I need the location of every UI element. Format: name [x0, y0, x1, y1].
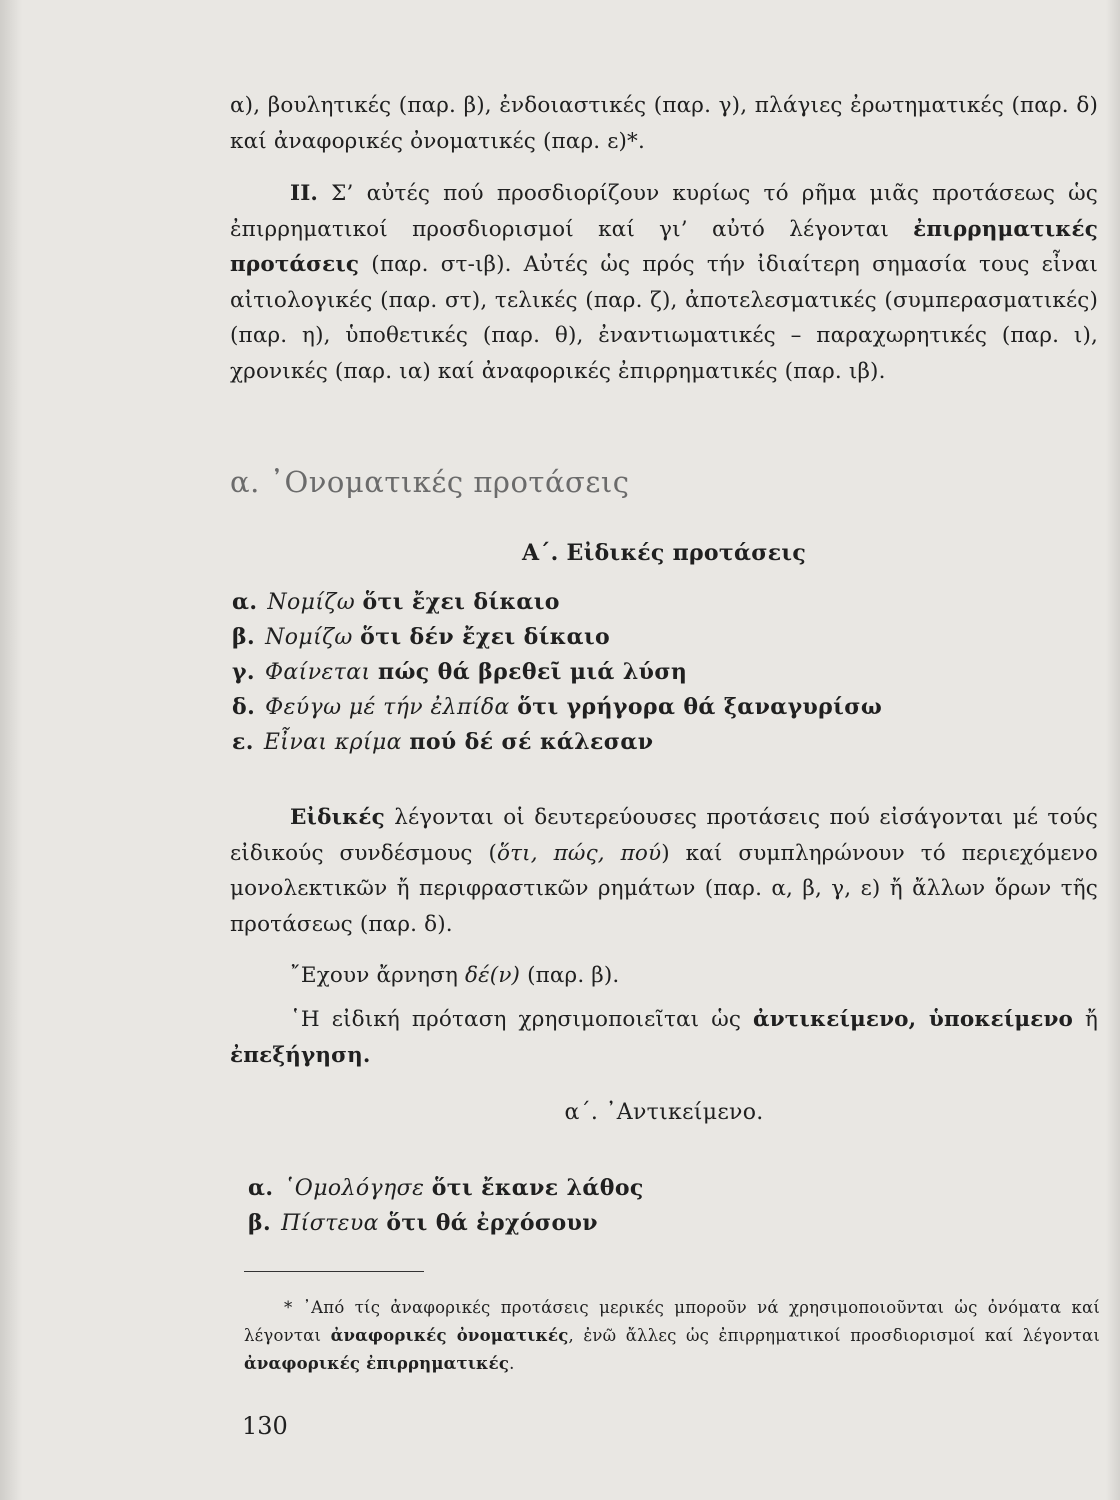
- paragraph-definition: [230, 800, 1098, 942]
- example-clause: πού δέ σέ κάλεσαν: [409, 729, 654, 755]
- example-verb: Πίστευα: [281, 1211, 379, 1236]
- footnote: [244, 1294, 1100, 1378]
- adverbial-text-2: (παρ. στ-ιβ). Αὐτές ὡς πρός τήν ἰδιαίτερη σημασία τους εἶναι αἰτιολογικές (παρ. στ), τελικές (παρ. ζ), ἀποτελεσματικές (συμπερασματικές) (παρ. η), ὑποθετικές (παρ. θ), ἐναντιωματικές – παραχωρητικές (παρ. ι), χρονικές (παρ. ια) καί ἀναφορικές ἐπιρρηματικές (παρ. ιβ).: [230, 252, 1098, 384]
- paragraph-adverbial-text: [230, 176, 1098, 389]
- definition-term: Εἰδικές: [290, 805, 385, 830]
- negation-word: δέ(ν): [465, 963, 521, 988]
- usage-text-1: ῾Η εἰδική πρόταση χρησιμοποιεῖται ὡς: [290, 1007, 742, 1032]
- footnote-term-2: ἀναφορικές ἐπιρρηματικές: [244, 1354, 510, 1373]
- example-clause: ὅτι θά ἐρχόσουν: [386, 1210, 598, 1236]
- page-edge-shadow: [1106, 0, 1120, 1500]
- paragraph-negation: [230, 958, 1098, 994]
- heading-specific-clauses: Α΄. Εἰδικές προτάσεις: [521, 540, 807, 566]
- example-verb: ῾Ομολόγησε: [283, 1176, 425, 1201]
- example-verb: Νομίζω: [267, 590, 356, 615]
- usage-term-explanation: ἐπεξήγηση.: [230, 1042, 371, 1068]
- paragraph-intro: [230, 88, 1098, 159]
- example-label: α.: [232, 589, 258, 615]
- example-clause: ὅτι δέν ἔχει δίκαιο: [360, 624, 611, 650]
- page-number: 130: [242, 1412, 288, 1440]
- example-item: [232, 620, 882, 655]
- footnote-rule: [244, 1271, 424, 1272]
- example-label: α.: [248, 1175, 274, 1201]
- example-clause: ὅτι ἔχει δίκαιο: [362, 589, 560, 615]
- example-item: [232, 655, 882, 690]
- example-item: [248, 1171, 644, 1206]
- paragraph-usage-text: [230, 1002, 1098, 1073]
- negation-text-1: ῎Εχουν ἄρνηση: [290, 963, 459, 988]
- example-clause: ὅτι γρήγορα θά ξαναγυρίσω: [517, 694, 883, 720]
- example-clause: πώς θά βρεθεῖ μιά λύση: [377, 659, 688, 685]
- negation-text-2: (παρ. β).: [527, 963, 620, 988]
- example-label: β.: [248, 1210, 272, 1236]
- page-gutter-shadow: [0, 0, 22, 1500]
- footnote-term-1: ἀναφορικές ὀνοματικές: [330, 1326, 569, 1345]
- paragraph-usage: [230, 1002, 1098, 1073]
- usage-text-2: ἤ: [1085, 1007, 1099, 1032]
- adverbial-text-1: Σ’ αὐτές πού προσδιορίζουν κυρίως τό ρῆμα μιᾶς προτάσεως ὡς ἐπιρρηματικοί προσδιορισμοί καί γι’ αὐτό λέγονται: [230, 181, 1098, 242]
- definition-text-2: ) καί συμπληρώνουν τό περιεχόμενο μονολεκτικῶν ἤ περιφραστικῶν ρημάτων (παρ. α, β, γ, ε) ἤ ἄλλων ὅρων τῆς προτάσεως (παρ. δ).: [230, 840, 1098, 937]
- example-label: β.: [232, 624, 256, 650]
- section-title: α. ᾿Ονοματικές προτάσεις: [230, 465, 630, 499]
- definition-conjunctions: ὅτι, πώς, πού: [497, 840, 662, 866]
- example-item: [232, 585, 882, 620]
- example-label: ε.: [232, 729, 254, 755]
- example-item: [248, 1206, 644, 1241]
- roman-numeral: II.: [290, 181, 319, 206]
- paragraph-intro-text: α), βουλητικές (παρ. β), ἐνδοιαστικές (παρ. γ), πλάγιες ἐρωτηματικές (παρ. δ) καί ἀναφορικές ὀνοματικές (παρ. ε)*.: [230, 93, 1098, 154]
- example-item: [232, 690, 882, 725]
- paragraph-negation-text: [230, 958, 1098, 994]
- example-clause: ὅτι ἔκανε λάθος: [431, 1175, 644, 1201]
- heading-object-text: α΄. ᾿Αντικείμενο.: [564, 1100, 764, 1125]
- footnote-text-1: * ᾿Από τίς ἀναφορικές προτάσεις μερικές μποροῦν νά χρησιμοποιοῦνται ὡς ὀνόματα καί λέγονται: [244, 1298, 1100, 1345]
- example-label: δ.: [232, 694, 256, 720]
- example-list-b: [248, 1171, 644, 1241]
- paragraph-adverbial: [230, 176, 1098, 389]
- paragraph-definition-text: [230, 800, 1098, 942]
- example-verb: Φαίνεται: [264, 660, 371, 685]
- example-verb: Νομίζω: [265, 625, 353, 650]
- definition-text-1: λέγονται οἱ δευτερεύουσες προτάσεις πού εἰσάγονται μέ τούς εἰδικούς συνδέσμους (: [230, 805, 1098, 866]
- example-label: γ.: [232, 659, 255, 685]
- example-verb: Φεύγω μέ τήν ἐλπίδα: [265, 695, 510, 720]
- example-item: [232, 725, 882, 760]
- footnote-text-3: .: [509, 1354, 515, 1373]
- adverbial-term: ἐπιρρηματικές προτάσεις: [230, 216, 1098, 277]
- example-verb: Εἶναι κρίμα: [263, 730, 402, 755]
- footnote-text-2: , ἐνῶ ἄλλες ὡς ἐπιρρηματικοί προσδιορισμοί καί λέγονται: [568, 1326, 1100, 1345]
- heading-object: [230, 1100, 1098, 1125]
- usage-terms: ἀντικείμενο, ὑποκείμενο: [753, 1007, 1074, 1032]
- example-list-a: [232, 585, 882, 760]
